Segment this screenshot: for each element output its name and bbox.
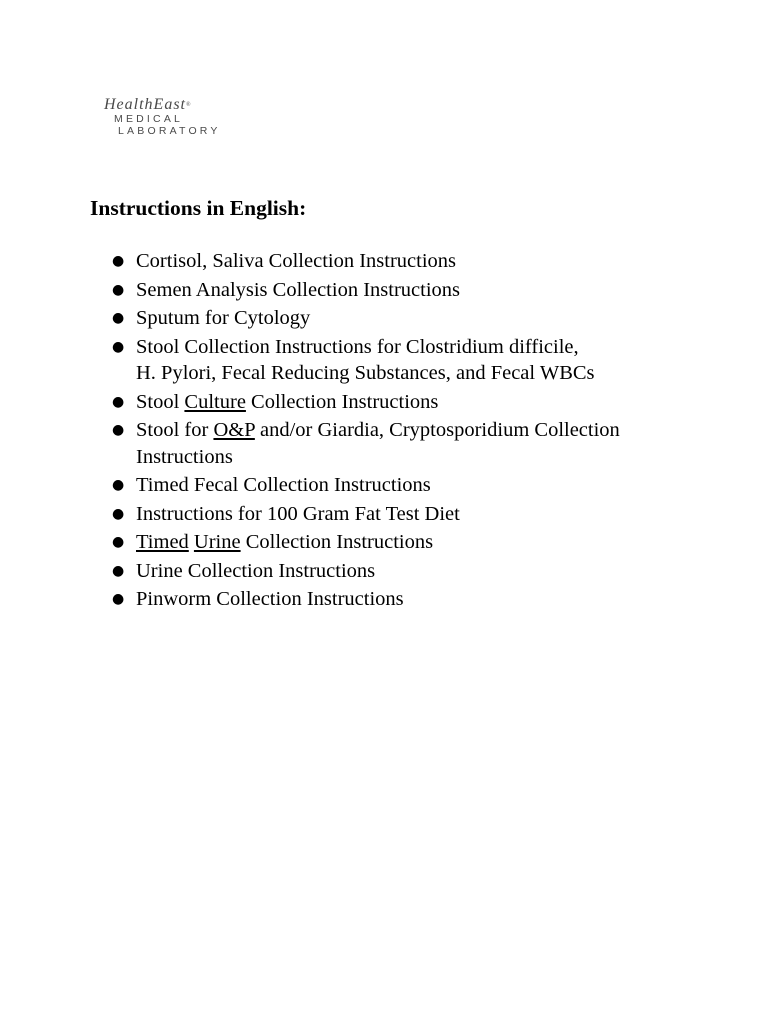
list-item-segment: Collection Instructions	[240, 531, 434, 553]
registered-mark: ®	[186, 102, 191, 108]
list-item-text	[136, 503, 460, 525]
list-item-segment: Stool for	[136, 419, 214, 441]
list-item-segment: Stool Collection Instructions for Clostridium difficile,	[136, 335, 579, 358]
list-item-segment: Semen Analysis Collection Instructions	[136, 278, 460, 301]
list-item-segment: Sputum for Cytology	[136, 307, 311, 329]
list-item-text	[136, 279, 460, 301]
list-item	[110, 558, 710, 585]
bullet-icon: ●	[112, 393, 125, 410]
list-item-segment: Timed Fecal Collection Instructions	[136, 474, 431, 496]
list-item	[110, 586, 710, 613]
bullet-icon: ●	[112, 310, 125, 326]
list-item-text	[136, 419, 620, 468]
list-item-text	[136, 391, 438, 413]
list-item	[110, 389, 710, 416]
bullet-icon: ●	[112, 253, 125, 269]
underlined-term: Urine	[193, 531, 241, 553]
healtheast-logo	[104, 96, 244, 137]
list-item-segment: Pinworm Collection Instructions	[136, 588, 404, 610]
bullet-icon: ●	[112, 281, 125, 298]
list-item	[110, 529, 710, 556]
list-item	[110, 277, 710, 304]
page-heading: Instructions in English:	[90, 196, 307, 220]
list-item-segment: Urine Collection Instructions	[136, 559, 376, 582]
bullet-icon: ●	[112, 477, 125, 493]
bullet-icon: ●	[112, 591, 125, 607]
logo-brand-name: HealthEast	[104, 96, 186, 113]
list-item-text	[136, 588, 404, 610]
instructions-list	[110, 248, 710, 615]
list-item	[110, 248, 710, 275]
list-item-segment: and/or Giardia, Cryptosporidium Collection	[254, 419, 620, 441]
logo-laboratory-text: LABORATORY	[118, 125, 221, 137]
bullet-icon: ●	[112, 422, 125, 438]
list-item	[110, 501, 710, 528]
list-item-segment: H. Pylori, Fecal Reducing Substances, and Fecal WBCs	[136, 362, 595, 384]
list-item-text	[136, 336, 595, 385]
bullet-icon: ●	[112, 534, 125, 550]
underlined-term: Culture	[184, 390, 246, 413]
underlined-term: Timed	[136, 531, 189, 553]
list-item-segment: Collection Instructions	[245, 390, 439, 413]
list-item	[110, 334, 710, 387]
list-item-text	[136, 307, 310, 329]
bullet-icon: ●	[112, 338, 125, 355]
underlined-term: O&P	[213, 419, 255, 441]
list-item-text	[136, 474, 431, 496]
list-item-text	[136, 531, 433, 553]
logo-brand	[104, 96, 244, 113]
list-item	[110, 305, 710, 332]
list-item-segment: Stool	[136, 390, 185, 413]
list-item	[110, 472, 710, 499]
list-item-segment: Cortisol, Saliva Collection Instructions	[136, 250, 457, 272]
bullet-icon: ●	[112, 562, 125, 579]
list-item	[110, 417, 710, 470]
list-item-segment: Instructions	[136, 445, 233, 468]
bullet-icon: ●	[112, 505, 125, 522]
logo-medical-text: MEDICAL	[114, 113, 184, 125]
list-item-segment: Instructions for 100 Gram Fat Test Diet	[136, 502, 460, 525]
list-item-text	[136, 560, 375, 582]
list-item-text	[136, 250, 456, 272]
